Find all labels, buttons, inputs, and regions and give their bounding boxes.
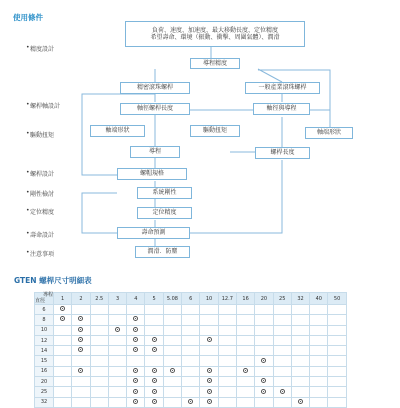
table-cell bbox=[255, 356, 273, 366]
table-cell bbox=[182, 397, 200, 407]
table-cell bbox=[291, 366, 309, 376]
corner-lead-label: 導程 bbox=[42, 292, 53, 298]
table-cell bbox=[127, 335, 145, 345]
table-cell bbox=[328, 397, 346, 407]
table-cell bbox=[54, 356, 72, 366]
available-mark-icon bbox=[60, 306, 65, 311]
table-cell bbox=[310, 305, 328, 315]
bullet-icon: • bbox=[26, 230, 30, 237]
table-cell bbox=[145, 397, 163, 407]
sidebar-label-torque: 驅動扭矩 bbox=[30, 132, 55, 139]
table-cell bbox=[163, 377, 181, 387]
table-cell bbox=[310, 325, 328, 335]
table-cell bbox=[200, 397, 218, 407]
table-cell bbox=[108, 356, 126, 366]
lead-header-cell: 6 bbox=[182, 293, 200, 305]
diameter-cell: 15 bbox=[35, 356, 54, 366]
table-cell bbox=[163, 346, 181, 356]
lead-header-cell: 20 bbox=[255, 293, 273, 305]
table-cell bbox=[273, 335, 291, 345]
available-mark-icon bbox=[133, 316, 138, 321]
table-cell bbox=[145, 387, 163, 397]
table-cell bbox=[163, 356, 181, 366]
diameter-cell: 25 bbox=[35, 387, 54, 397]
table-cell bbox=[72, 366, 90, 376]
diameter-cell: 10 bbox=[35, 325, 54, 335]
table-cell bbox=[310, 356, 328, 366]
lead-header-cell: 10 bbox=[200, 293, 218, 305]
lead-header-cell: 1 bbox=[54, 293, 72, 305]
available-mark-icon bbox=[78, 337, 83, 342]
table-cell bbox=[182, 315, 200, 325]
table-cell bbox=[310, 377, 328, 387]
sidebar-label-life: 壽命設計 bbox=[30, 232, 55, 239]
system-rigidity-box: 系統剛性 bbox=[137, 187, 192, 199]
available-mark-icon bbox=[78, 327, 83, 332]
table-cell bbox=[182, 377, 200, 387]
positioning-accuracy-box: 定位精度 bbox=[137, 207, 192, 219]
table-cell bbox=[291, 305, 309, 315]
precision-ball-screw-box: 精密滾珠螺桿 bbox=[120, 82, 190, 94]
table-cell bbox=[200, 366, 218, 376]
table-cell bbox=[182, 305, 200, 315]
table-cell bbox=[145, 325, 163, 335]
available-mark-icon bbox=[115, 327, 120, 332]
table-cell bbox=[218, 335, 236, 345]
table-cell bbox=[328, 325, 346, 335]
table-cell bbox=[54, 377, 72, 387]
sidebar-label-lead: 螺桿軸設計 bbox=[30, 103, 61, 110]
end-shape-left-box: 軸端形狀 bbox=[90, 125, 145, 137]
life-prediction-box: 壽命預測 bbox=[117, 227, 190, 239]
table-row bbox=[35, 305, 347, 315]
available-mark-icon bbox=[133, 378, 138, 383]
table-cell bbox=[273, 356, 291, 366]
table-row bbox=[35, 377, 347, 387]
table-cell bbox=[236, 335, 254, 345]
table-corner bbox=[35, 293, 54, 305]
bullet-icon: • bbox=[26, 169, 30, 176]
table-cell bbox=[54, 325, 72, 335]
table-cell bbox=[255, 346, 273, 356]
table-cell bbox=[200, 356, 218, 366]
table-cell bbox=[182, 366, 200, 376]
table-cell bbox=[72, 346, 90, 356]
table-cell bbox=[108, 325, 126, 335]
table-cell bbox=[273, 366, 291, 376]
sidebar-label-accuracy: 精度設計 bbox=[30, 46, 55, 53]
table-cell bbox=[218, 325, 236, 335]
table-cell bbox=[145, 377, 163, 387]
diameter-lead-box: 軸徑與導程 bbox=[253, 103, 310, 115]
table-cell bbox=[218, 377, 236, 387]
table-cell bbox=[72, 387, 90, 397]
table-cell bbox=[310, 335, 328, 345]
table-title: GTEN 螺桿尺寸明細表 bbox=[14, 276, 92, 285]
available-mark-icon bbox=[152, 389, 157, 394]
table-cell bbox=[236, 397, 254, 407]
table-cell bbox=[163, 397, 181, 407]
table-cell bbox=[163, 315, 181, 325]
table-cell bbox=[310, 346, 328, 356]
available-mark-icon bbox=[207, 378, 212, 383]
table-cell bbox=[90, 325, 108, 335]
table-cell bbox=[328, 315, 346, 325]
table-cell bbox=[273, 397, 291, 407]
table-cell bbox=[273, 346, 291, 356]
table-cell bbox=[328, 387, 346, 397]
table-cell bbox=[72, 397, 90, 407]
lead-header-cell: 12.7 bbox=[218, 293, 236, 305]
available-mark-icon bbox=[243, 368, 248, 373]
table-cell bbox=[72, 325, 90, 335]
table-cell bbox=[163, 335, 181, 345]
available-mark-icon bbox=[78, 316, 83, 321]
sidebar-label-screw: 螺桿設計 bbox=[30, 171, 55, 178]
available-mark-icon bbox=[207, 337, 212, 342]
table-cell bbox=[145, 366, 163, 376]
table-cell bbox=[291, 356, 309, 366]
table-cell bbox=[328, 377, 346, 387]
table-cell bbox=[145, 335, 163, 345]
lead-header-cell: 2 bbox=[72, 293, 90, 305]
table-cell bbox=[218, 387, 236, 397]
table-cell bbox=[54, 335, 72, 345]
screw-shaft-length-box: 軸徑螺桿長度 bbox=[120, 103, 190, 115]
table-cell bbox=[145, 315, 163, 325]
table-cell bbox=[255, 325, 273, 335]
table-cell bbox=[72, 315, 90, 325]
section-title: 使用條件 bbox=[13, 13, 43, 22]
table-cell bbox=[218, 305, 236, 315]
table-cell bbox=[236, 305, 254, 315]
screw-size-table bbox=[34, 292, 347, 408]
table-cell bbox=[54, 305, 72, 315]
table-cell bbox=[291, 315, 309, 325]
available-mark-icon bbox=[261, 358, 266, 363]
table-cell bbox=[182, 335, 200, 345]
sidebar-label-notes: 注意事項 bbox=[30, 251, 55, 258]
available-mark-icon bbox=[78, 368, 83, 373]
table-cell bbox=[291, 335, 309, 345]
table-cell bbox=[182, 387, 200, 397]
table-cell bbox=[90, 315, 108, 325]
lead-header-cell: 32 bbox=[291, 293, 309, 305]
table-cell bbox=[328, 356, 346, 366]
table-cell bbox=[236, 346, 254, 356]
table-cell bbox=[145, 346, 163, 356]
table-cell bbox=[127, 366, 145, 376]
lubrication-box: 潤滑．防塵 bbox=[135, 246, 190, 258]
diameter-cell: 12 bbox=[35, 335, 54, 345]
lead-header-cell: 40 bbox=[310, 293, 328, 305]
table-cell bbox=[54, 366, 72, 376]
table-cell bbox=[108, 397, 126, 407]
lead-header-cell: 4 bbox=[127, 293, 145, 305]
table-cell bbox=[200, 335, 218, 345]
table-cell bbox=[54, 315, 72, 325]
diameter-cell: 14 bbox=[35, 346, 54, 356]
table-cell bbox=[200, 346, 218, 356]
sidebar-label-rigidity: 剛性檢討 bbox=[30, 191, 55, 198]
table-row bbox=[35, 325, 347, 335]
diameter-cell: 8 bbox=[35, 315, 54, 325]
available-mark-icon bbox=[152, 347, 157, 352]
lead-header-cell: 2.5 bbox=[90, 293, 108, 305]
table-cell bbox=[145, 356, 163, 366]
table-cell bbox=[90, 377, 108, 387]
table-cell bbox=[200, 305, 218, 315]
end-shape-right-box: 軸端形狀 bbox=[305, 127, 353, 139]
table-cell bbox=[108, 387, 126, 397]
table-cell bbox=[236, 366, 254, 376]
table-cell bbox=[310, 366, 328, 376]
table-header-row bbox=[35, 293, 347, 305]
table-cell bbox=[108, 335, 126, 345]
table-cell bbox=[182, 346, 200, 356]
drive-torque-box: 驅動扭矩 bbox=[190, 125, 240, 137]
lead-box: 導程 bbox=[130, 146, 180, 158]
table-cell bbox=[54, 346, 72, 356]
table-cell bbox=[108, 346, 126, 356]
table-cell bbox=[200, 315, 218, 325]
available-mark-icon bbox=[152, 368, 157, 373]
table-cell bbox=[90, 335, 108, 345]
table-cell bbox=[72, 356, 90, 366]
table-cell bbox=[236, 315, 254, 325]
sidebar-label-positioning: 定位精度 bbox=[30, 209, 55, 216]
table-cell bbox=[163, 325, 181, 335]
table-cell bbox=[108, 377, 126, 387]
table-row bbox=[35, 387, 347, 397]
lead-header-cell: 5.08 bbox=[163, 293, 181, 305]
available-mark-icon bbox=[60, 316, 65, 321]
table-cell bbox=[255, 377, 273, 387]
table-row bbox=[35, 346, 347, 356]
diameter-cell: 16 bbox=[35, 366, 54, 376]
table-cell bbox=[127, 346, 145, 356]
diameter-cell: 20 bbox=[35, 377, 54, 387]
table-cell bbox=[145, 305, 163, 315]
lead-accuracy-box: 導程精度 bbox=[190, 58, 240, 69]
table-cell bbox=[291, 346, 309, 356]
table-cell bbox=[273, 325, 291, 335]
conditions-box: 負荷、速度、加速度、最大移動長度、定位精度 希望壽命、環境（振動、衝擊、周圍氣體）、潤滑 bbox=[125, 21, 305, 47]
table-cell bbox=[310, 397, 328, 407]
available-mark-icon bbox=[78, 347, 83, 352]
corner-diameter-label: 直徑 bbox=[35, 297, 46, 304]
lead-header-cell: 3 bbox=[108, 293, 126, 305]
nut-spec-box: 螺帽規格 bbox=[117, 168, 187, 180]
bullet-icon: • bbox=[26, 44, 30, 51]
table-row bbox=[35, 335, 347, 345]
table-cell bbox=[236, 356, 254, 366]
diameter-cell: 6 bbox=[35, 305, 54, 315]
available-mark-icon bbox=[207, 389, 212, 394]
table-cell bbox=[255, 305, 273, 315]
table-cell bbox=[127, 315, 145, 325]
table-cell bbox=[90, 397, 108, 407]
lead-header-cell: 16 bbox=[236, 293, 254, 305]
bullet-icon: • bbox=[26, 101, 30, 108]
available-mark-icon bbox=[133, 337, 138, 342]
table-cell bbox=[90, 305, 108, 315]
table-cell bbox=[127, 305, 145, 315]
table-cell bbox=[127, 356, 145, 366]
table-cell bbox=[108, 305, 126, 315]
available-mark-icon bbox=[152, 378, 157, 383]
table-row bbox=[35, 397, 347, 407]
general-ball-screw-box: 一般產業滾珠螺桿 bbox=[245, 82, 320, 94]
available-mark-icon bbox=[280, 389, 285, 394]
lead-header-cell: 50 bbox=[328, 293, 346, 305]
table-cell bbox=[54, 387, 72, 397]
table-cell bbox=[291, 387, 309, 397]
table-row bbox=[35, 315, 347, 325]
table-cell bbox=[291, 377, 309, 387]
table-cell bbox=[127, 325, 145, 335]
available-mark-icon bbox=[133, 327, 138, 332]
table-cell bbox=[54, 397, 72, 407]
table-cell bbox=[127, 397, 145, 407]
table-cell bbox=[255, 315, 273, 325]
table-cell bbox=[163, 387, 181, 397]
table-cell bbox=[72, 305, 90, 315]
table-row bbox=[35, 366, 347, 376]
table-cell bbox=[218, 366, 236, 376]
table-cell bbox=[255, 387, 273, 397]
lead-header-cell: 5 bbox=[145, 293, 163, 305]
table-cell bbox=[236, 377, 254, 387]
table-cell bbox=[255, 397, 273, 407]
table-cell bbox=[200, 325, 218, 335]
table-cell bbox=[90, 346, 108, 356]
table-cell bbox=[273, 377, 291, 387]
bullet-icon: • bbox=[26, 207, 30, 214]
table-cell bbox=[218, 346, 236, 356]
table-cell bbox=[72, 335, 90, 345]
table-cell bbox=[90, 366, 108, 376]
available-mark-icon bbox=[133, 347, 138, 352]
lead-header-cell: 25 bbox=[273, 293, 291, 305]
table-cell bbox=[90, 387, 108, 397]
table-cell bbox=[328, 335, 346, 345]
available-mark-icon bbox=[261, 389, 266, 394]
table-cell bbox=[163, 366, 181, 376]
table-cell bbox=[236, 325, 254, 335]
table-cell bbox=[200, 387, 218, 397]
table-row bbox=[35, 356, 347, 366]
screw-length-box: 螺桿長度 bbox=[255, 147, 310, 159]
table-cell bbox=[90, 356, 108, 366]
available-mark-icon bbox=[133, 368, 138, 373]
table-cell bbox=[328, 366, 346, 376]
bullet-icon: • bbox=[26, 130, 30, 137]
table-cell bbox=[108, 366, 126, 376]
available-mark-icon bbox=[170, 368, 175, 373]
table-cell bbox=[163, 305, 181, 315]
table-cell bbox=[127, 387, 145, 397]
available-mark-icon bbox=[261, 378, 266, 383]
table-cell bbox=[310, 387, 328, 397]
table-cell bbox=[273, 305, 291, 315]
table-cell bbox=[255, 366, 273, 376]
diameter-cell: 32 bbox=[35, 397, 54, 407]
table-cell bbox=[200, 377, 218, 387]
table-cell bbox=[328, 346, 346, 356]
table-cell bbox=[291, 397, 309, 407]
table-cell bbox=[218, 356, 236, 366]
table-cell bbox=[127, 377, 145, 387]
table-cell bbox=[218, 397, 236, 407]
table-cell bbox=[182, 356, 200, 366]
available-mark-icon bbox=[207, 368, 212, 373]
table-cell bbox=[273, 387, 291, 397]
table-cell bbox=[255, 335, 273, 345]
table-cell bbox=[236, 387, 254, 397]
table-cell bbox=[273, 315, 291, 325]
table-cell bbox=[218, 315, 236, 325]
table-cell bbox=[72, 377, 90, 387]
table-cell bbox=[310, 315, 328, 325]
table-cell bbox=[291, 325, 309, 335]
table-cell bbox=[328, 305, 346, 315]
table-cell bbox=[108, 315, 126, 325]
bullet-icon: • bbox=[26, 249, 30, 256]
bullet-icon: • bbox=[26, 189, 30, 196]
available-mark-icon bbox=[152, 337, 157, 342]
table-cell bbox=[182, 325, 200, 335]
available-mark-icon bbox=[133, 389, 138, 394]
